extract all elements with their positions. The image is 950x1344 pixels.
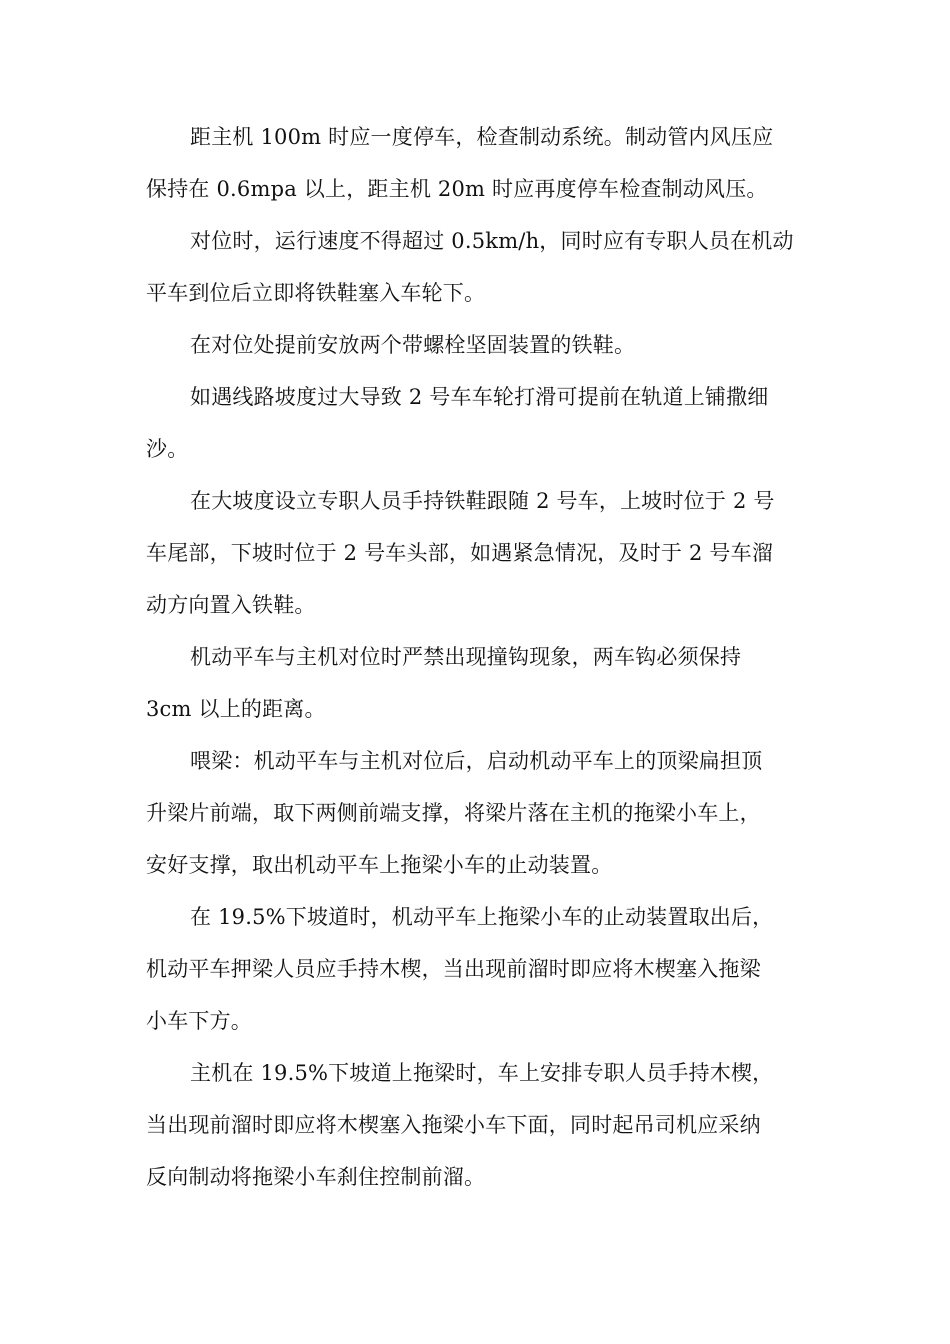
- text-line: 机动平车与主机对位时严禁出现撞钩现象，两车钩必须保持: [190, 645, 742, 669]
- text-line: 在 19.5%下坡道时，机动平车上拖梁小车的止动装置取出后，: [190, 905, 774, 929]
- text-line: 3cm 以上的距离。: [146, 697, 326, 721]
- text-line: 机动平车押梁人员应手持木楔，当出现前溜时即应将木楔塞入拖梁: [146, 957, 761, 981]
- text-line: 平车到位后立即将铁鞋塞入车轮下。: [146, 281, 486, 305]
- text-line: 喂梁：机动平车与主机对位后，启动机动平车上的顶梁扁担顶: [190, 749, 763, 773]
- text-line: 对位时，运行速度不得超过 0.5km/h，同时应有专职人员在机动: [190, 229, 794, 253]
- text-line: 如遇线路坡度过大导致 2 号车车轮打滑可提前在轨道上铺撒细: [190, 385, 769, 409]
- text-line: 动方向置入铁鞋。: [146, 593, 316, 617]
- text-line: 升梁片前端，取下两侧前端支撑，将梁片落在主机的拖梁小车上，: [146, 801, 761, 825]
- text-line: 沙。: [146, 437, 189, 461]
- text-line: 距主机 100m 时应一度停车，检查制动系统。制动管内风压应: [190, 125, 774, 149]
- text-line: 在对位处提前安放两个带螺栓坚固装置的铁鞋。: [190, 333, 636, 357]
- text-line: 在大坡度设立专职人员手持铁鞋跟随 2 号车，上坡时位于 2 号: [190, 489, 775, 513]
- text-line: 当出现前溜时即应将木楔塞入拖梁小车下面，同时起吊司机应采纳: [146, 1113, 761, 1137]
- text-line: 反向制动将拖梁小车刹住控制前溜。: [146, 1165, 486, 1189]
- text-line: 保持在 0.6mpa 以上，距主机 20m 时应再度停车检查制动风压。: [146, 177, 768, 201]
- text-line: 车尾部，下坡时位于 2 号车头部，如遇紧急情况，及时于 2 号车溜: [146, 541, 774, 565]
- text-line: 安好支撑，取出机动平车上拖梁小车的止动装置。: [146, 853, 613, 877]
- text-line: 主机在 19.5%下坡道上拖梁时，车上安排专职人员手持木楔，: [190, 1061, 774, 1085]
- text-line: 小车下方。: [146, 1009, 252, 1033]
